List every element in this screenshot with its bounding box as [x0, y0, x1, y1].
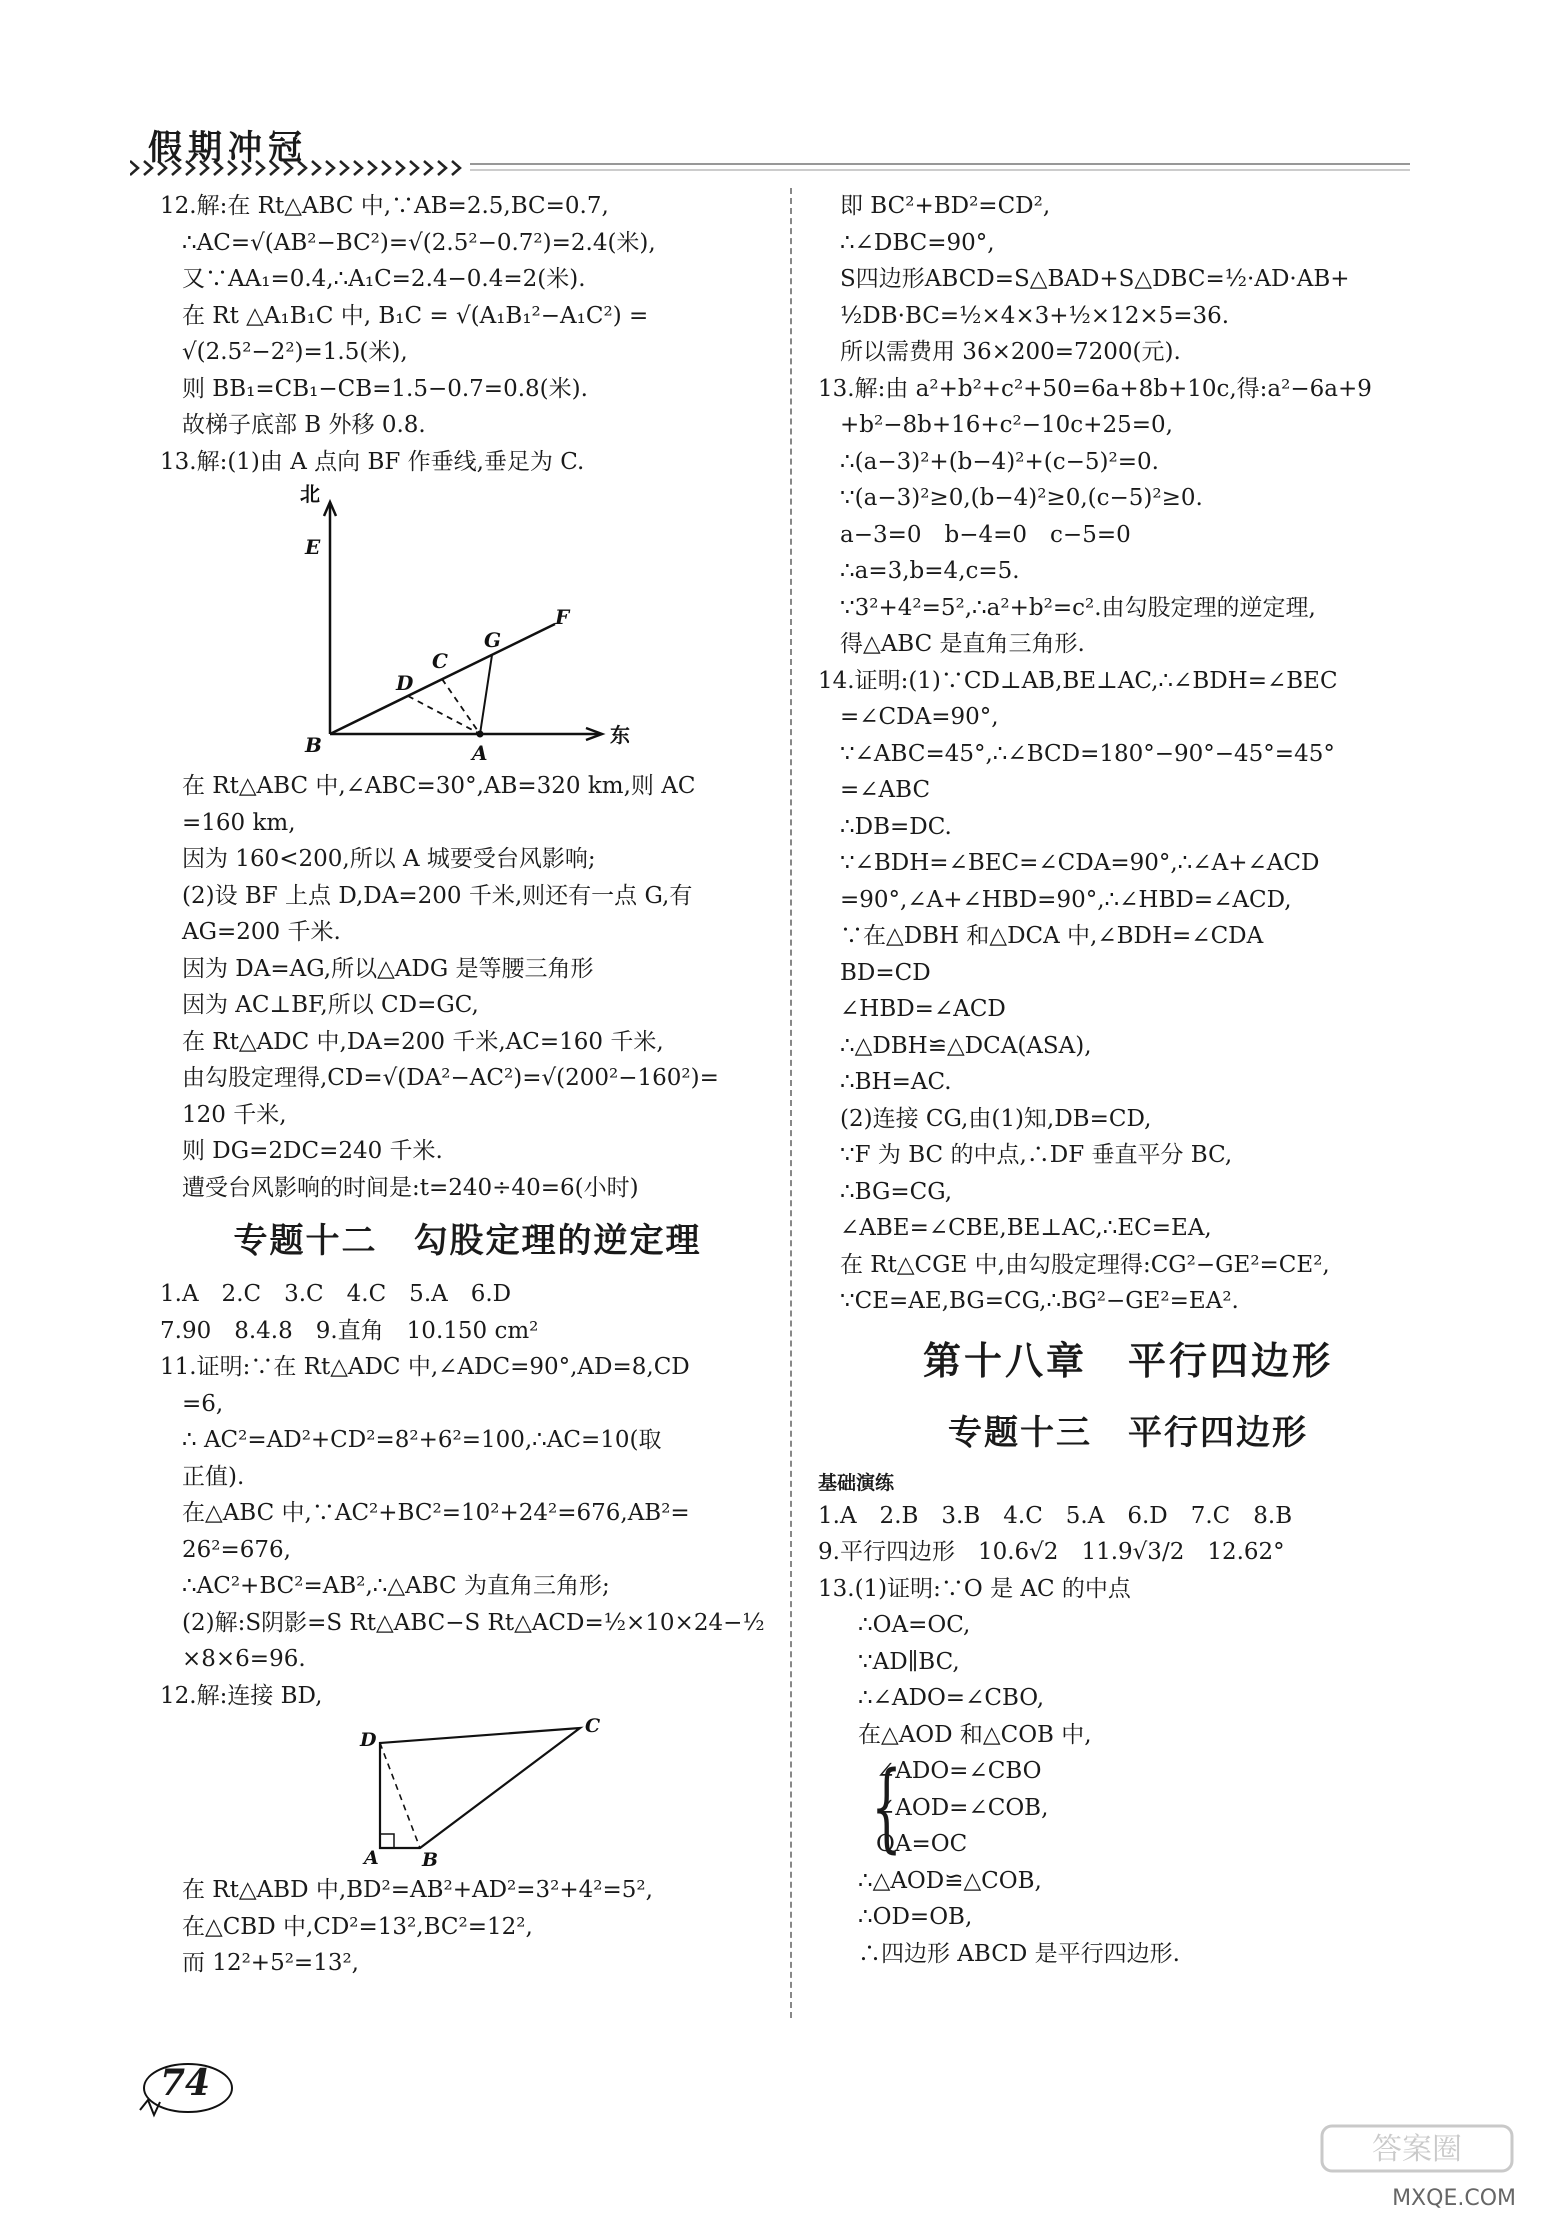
- text-line: ∴∠DBC=90°,: [840, 229, 995, 256]
- text-line: 12.解:连接 BD,: [160, 1682, 323, 1709]
- text-line: 则 DG=2DC=240 千米.: [182, 1138, 443, 1164]
- text-line: ∴BG=CG,: [840, 1178, 953, 1205]
- text-line: (2)设 BF 上点 D,DA=200 千米,则还有一点 G,有: [182, 882, 693, 909]
- text-line: 14.证明:(1)∵CD⊥AB,BE⊥AC,∴∠BDH=∠BEC: [818, 667, 1338, 694]
- text-line: √(2.5²−2²)=1.5(米),: [182, 339, 408, 365]
- right-column: [818, 188, 1438, 1972]
- text-line: 1.A 2.C 3.C 4.C 5.A 6.D: [160, 1281, 512, 1307]
- text-line: 所以需费用 36×200=7200(元).: [840, 339, 1181, 365]
- text-line: a−3=0 b−4=0 c−5=0: [840, 521, 1131, 548]
- label-b: B: [422, 1849, 439, 1868]
- label-b: B: [305, 733, 322, 757]
- text-line: 11.证明:∵在 Rt△ADC 中,∠ADC=90°,AD=8,CD: [160, 1354, 690, 1380]
- text-line: 在 Rt△ABC 中,∠ABC=30°,AB=320 km,则 AC: [182, 773, 696, 799]
- text-line: ∴ AC²=AD²+CD²=8²+6²=100,∴AC=10(取: [182, 1427, 662, 1453]
- header-title: 假期冲冠: [148, 128, 308, 168]
- text-line: ∴OA=OC,: [858, 1612, 971, 1638]
- text-line: 由勾股定理得,CD=√(DA²−AC²)=√(200²−160²)=: [182, 1065, 719, 1091]
- text-line: 因为 DA=AG,所以△ADG 是等腰三角形: [182, 955, 594, 982]
- right-angle-mark: [380, 1834, 394, 1848]
- text-line: 则 BB₁=CB₁−CB=1.5−0.7=0.8(米).: [182, 375, 588, 402]
- text-line: ∴BH=AC.: [840, 1069, 952, 1095]
- text-line: ∠AOD=∠COB,: [876, 1794, 1049, 1821]
- section-title: 专题十三 平行四边形: [948, 1412, 1308, 1453]
- text-line: BD=CD: [840, 959, 931, 986]
- text-line: =∠CDA=90°,: [840, 704, 999, 730]
- text-line: (2)解:S阴影=S Rt△ABC−S Rt△ACD=½×10×24−½: [182, 1609, 765, 1636]
- section-title: 专题十二 勾股定理的逆定理: [233, 1221, 702, 1261]
- column-divider: [790, 188, 792, 2018]
- text-line: 正值).: [182, 1463, 245, 1490]
- quad-abcd: [380, 1728, 580, 1848]
- text-line: 即 BC²+BD²=CD²,: [840, 193, 1051, 219]
- equation-system: [818, 1753, 1438, 1863]
- text-line: ∵CE=AE,BG=CG,∴BG²−GE²=EA².: [840, 1288, 1239, 1314]
- left-brace: {: [871, 1751, 902, 1863]
- text-line: +b²−8b+16+c²−10c+25=0,: [840, 412, 1173, 438]
- text-line: ½DB·BC=½×4×3+½×12×5=36.: [840, 302, 1230, 329]
- text-line: 遭受台风影响的时间是:t=240÷40=6(小时): [182, 1174, 639, 1201]
- watermark-text: MXQE.COM: [1392, 2186, 1516, 2211]
- text-line: 而 12²+5²=13²,: [182, 1950, 359, 1976]
- text-line: 在△ABC 中,∵AC²+BC²=10²+24²=676,AB²=: [182, 1500, 690, 1526]
- text-line: 13.解:由 a²+b²+c²+50=6a+8b+10c,得:a²−6a+9: [818, 375, 1372, 402]
- text-line: 因为 160<200,所以 A 城要受台风影响;: [182, 846, 596, 872]
- watermark-logo-text: 答案圈: [1372, 2132, 1462, 2167]
- text-line: ×8×6=96.: [182, 1646, 306, 1672]
- text-line: (2)连接 CG,由(1)知,DB=CD,: [840, 1105, 1152, 1132]
- text-line: ∵在△DBH 和△DCA 中,∠BDH=∠CDA: [840, 923, 1264, 949]
- page-number: 74: [160, 2062, 211, 2104]
- text-line: ∴∠ADO=∠CBO,: [858, 1685, 1045, 1711]
- label-east: 东: [610, 723, 630, 747]
- quadrilateral-diagram: [340, 1718, 640, 1868]
- text-line: ∴DB=DC.: [840, 813, 952, 840]
- text-line: 26²=676,: [182, 1536, 291, 1563]
- text-line: =90°,∠A+∠HBD=90°,∴∠HBD=∠ACD,: [840, 886, 1292, 913]
- text-line: 得△ABC 是直角三角形.: [840, 631, 1085, 657]
- text-line: 7.90 8.4.8 9.直角 10.150 cm²: [160, 1317, 539, 1344]
- label-f: F: [555, 605, 570, 629]
- header-chevron-bar: [130, 158, 1430, 178]
- text-line: 在 Rt△CGE 中,由勾股定理得:CG²−GE²=CE²,: [840, 1251, 1330, 1278]
- text-line: OA=OC: [876, 1831, 968, 1857]
- text-line: ∵3²+4²=5²,∴a²+b²=c².由勾股定理的逆定理,: [840, 594, 1316, 621]
- chapter-title: 第十八章 平行四边形: [922, 1338, 1333, 1383]
- label-e: E: [305, 535, 321, 559]
- text-line: 在△CBD 中,CD²=13²,BC²=12²,: [182, 1913, 533, 1940]
- line-da: [408, 696, 480, 734]
- text-line: 在△AOD 和△COB 中,: [858, 1721, 1092, 1748]
- label-a: A: [364, 1847, 379, 1868]
- text-line: S四边形ABCD=S△BAD+S△DBC=½·AD·AB+: [840, 266, 1350, 292]
- line-ga: [480, 655, 492, 734]
- text-line: ∠HBD=∠ACD: [840, 996, 1006, 1022]
- sub-title: 基础演练: [818, 1471, 895, 1494]
- text-line: ∠ABE=∠CBE,BE⊥AC,∴EC=EA,: [840, 1215, 1212, 1241]
- text-line: ∵AD∥BC,: [858, 1648, 960, 1675]
- text-line: 在 Rt △A₁B₁C 中, B₁C = √(A₁B₁²−A₁C²) =: [182, 302, 649, 329]
- label-a: A: [472, 741, 488, 764]
- text-line: ∴OD=OB,: [858, 1904, 973, 1930]
- text-line: ∵F 为 BC 的中点,∴DF 垂直平分 BC,: [840, 1142, 1233, 1168]
- text-line: 又∵AA₁=0.4,∴A₁C=2.4−0.4=2(米).: [182, 266, 586, 292]
- text-line: ∴AC=√(AB²−BC²)=√(2.5²−0.7²)=2.4(米),: [182, 229, 656, 256]
- text-line: ∵∠BDH=∠BEC=∠CDA=90°,∴∠A+∠ACD: [840, 850, 1320, 876]
- diagonal-bd: [380, 1743, 420, 1848]
- text-line: 故梯子底部 B 外移 0.8.: [182, 412, 426, 438]
- text-line: 在 Rt△ABD 中,BD²=AB²+AD²=3²+4²=5²,: [182, 1877, 653, 1903]
- text-line: 13.(1)证明:∵O 是 AC 的中点: [818, 1575, 1131, 1602]
- text-line: ∴△AOD≌△COB,: [858, 1867, 1042, 1894]
- text-line: ∴AC²+BC²=AB²,∴△ABC 为直角三角形;: [182, 1573, 610, 1599]
- label-c: C: [585, 1718, 601, 1737]
- label-d: D: [396, 671, 414, 695]
- text-line: =160 km,: [182, 809, 296, 836]
- point-a: [477, 731, 484, 738]
- text-line: ∵∠ABC=45°,∴∠BCD=180°−90°−45°=45°: [840, 740, 1335, 767]
- left-column: [160, 188, 775, 1982]
- text-line: 9.平行四边形 10.6√2 11.9√3/2 12.62°: [818, 1539, 1285, 1565]
- label-g: G: [484, 628, 502, 652]
- text-line: ∴△DBH≌△DCA(ASA),: [840, 1032, 1092, 1059]
- text-line: AG=200 千米.: [182, 919, 341, 945]
- text-line: 在 Rt△ADC 中,DA=200 千米,AC=160 千米,: [182, 1028, 664, 1055]
- text-line: 120 千米,: [182, 1101, 287, 1128]
- label-d: D: [360, 1729, 377, 1751]
- text-line: =6,: [182, 1390, 224, 1417]
- text-line: 12.解:在 Rt△ABC 中,∵AB=2.5,BC=0.7,: [160, 193, 609, 219]
- text-line: 13.解:(1)由 A 点向 BF 作垂线,垂足为 C.: [160, 448, 585, 475]
- line-ca: [442, 679, 480, 734]
- label-north: 北: [300, 484, 320, 506]
- label-c: C: [432, 649, 448, 673]
- text-line: ∠ADO=∠CBO: [876, 1758, 1042, 1784]
- text-line: ∵(a−3)²≥0,(b−4)²≥0,(c−5)²≥0.: [840, 485, 1203, 511]
- text-line: ∴(a−3)²+(b−4)²+(c−5)²=0.: [840, 448, 1159, 475]
- text-line: ∴四边形 ABCD 是平行四边形.: [858, 1940, 1180, 1967]
- text-line: =∠ABC: [840, 777, 931, 803]
- text-line: 因为 AC⊥BF,所以 CD=GC,: [182, 992, 479, 1018]
- text-line: ∴a=3,b=4,c=5.: [840, 558, 1020, 584]
- text-line: 1.A 2.B 3.B 4.C 5.A 6.D 7.C 8.B: [818, 1502, 1293, 1529]
- typhoon-diagram: [300, 484, 740, 764]
